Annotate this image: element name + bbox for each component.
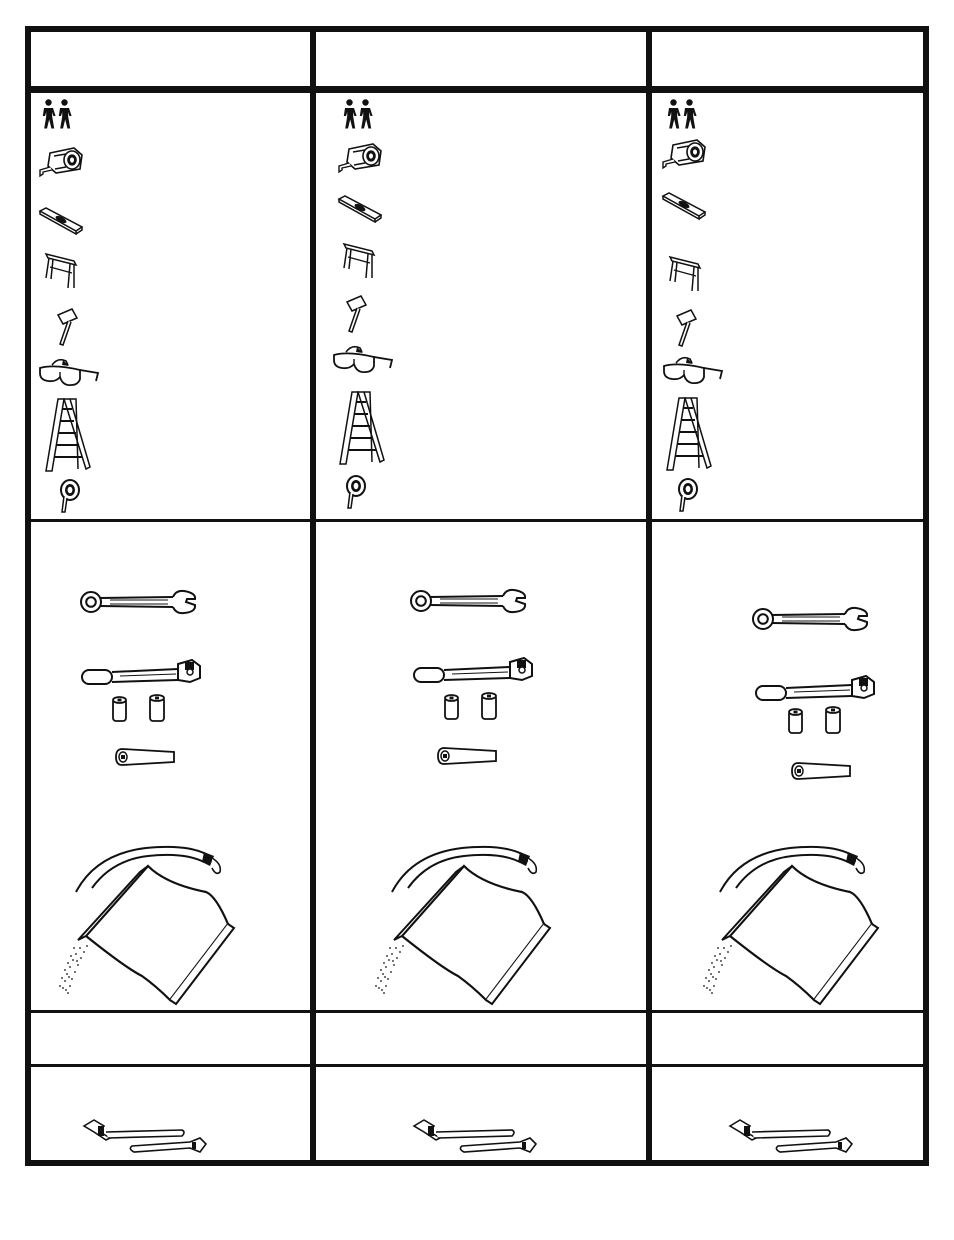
two-person-icon	[344, 99, 373, 128]
combination-wrench-icon	[753, 608, 867, 630]
two-person-icon	[43, 99, 72, 128]
safety-glasses-icon	[664, 358, 722, 383]
tape-roll-icon	[679, 479, 697, 511]
step-ladder-icon	[667, 398, 711, 470]
garden-hose-tarp-icon	[703, 847, 878, 1004]
garden-hose-tarp-icon	[375, 847, 550, 1004]
rubber-mallet-icon	[677, 310, 696, 346]
sawhorse-icon	[670, 257, 700, 291]
socket-wrench-icon	[82, 660, 200, 684]
carpenter-level-icon	[663, 193, 705, 219]
tape-measure-icon	[663, 140, 705, 168]
safety-glasses-icon	[334, 347, 392, 372]
step-ladder-icon	[46, 399, 90, 471]
socket-pair-icon	[113, 695, 164, 721]
adjustable-wrench-pair-icon	[414, 1120, 536, 1152]
column-2-tools	[334, 99, 550, 1152]
combination-wrench-icon	[81, 591, 195, 613]
deep-socket-icon	[792, 763, 850, 779]
column-3-tools	[663, 99, 878, 1152]
tape-roll-icon	[347, 476, 365, 508]
sawhorse-icon	[344, 244, 374, 278]
deep-socket-icon	[116, 749, 174, 765]
adjustable-wrench-pair-icon	[84, 1120, 206, 1152]
tape-measure-icon	[339, 144, 381, 172]
column-1-tools	[40, 99, 234, 1152]
carpenter-level-icon	[339, 196, 381, 222]
carpenter-level-icon	[40, 208, 82, 234]
deep-socket-icon	[438, 748, 496, 764]
sawhorse-icon	[46, 254, 76, 288]
two-person-icon	[668, 99, 697, 128]
socket-wrench-icon	[414, 658, 532, 682]
socket-pair-icon	[789, 707, 840, 733]
safety-glasses-icon	[40, 360, 98, 385]
rubber-mallet-icon	[58, 309, 77, 345]
socket-pair-icon	[445, 693, 496, 719]
step-ladder-icon	[340, 392, 384, 464]
tape-measure-icon	[40, 148, 82, 176]
combination-wrench-icon	[411, 590, 525, 612]
garden-hose-tarp-icon	[59, 847, 234, 1004]
tape-roll-icon	[61, 480, 79, 512]
socket-wrench-icon	[756, 676, 874, 700]
adjustable-wrench-pair-icon	[730, 1120, 852, 1152]
rubber-mallet-icon	[347, 296, 366, 332]
